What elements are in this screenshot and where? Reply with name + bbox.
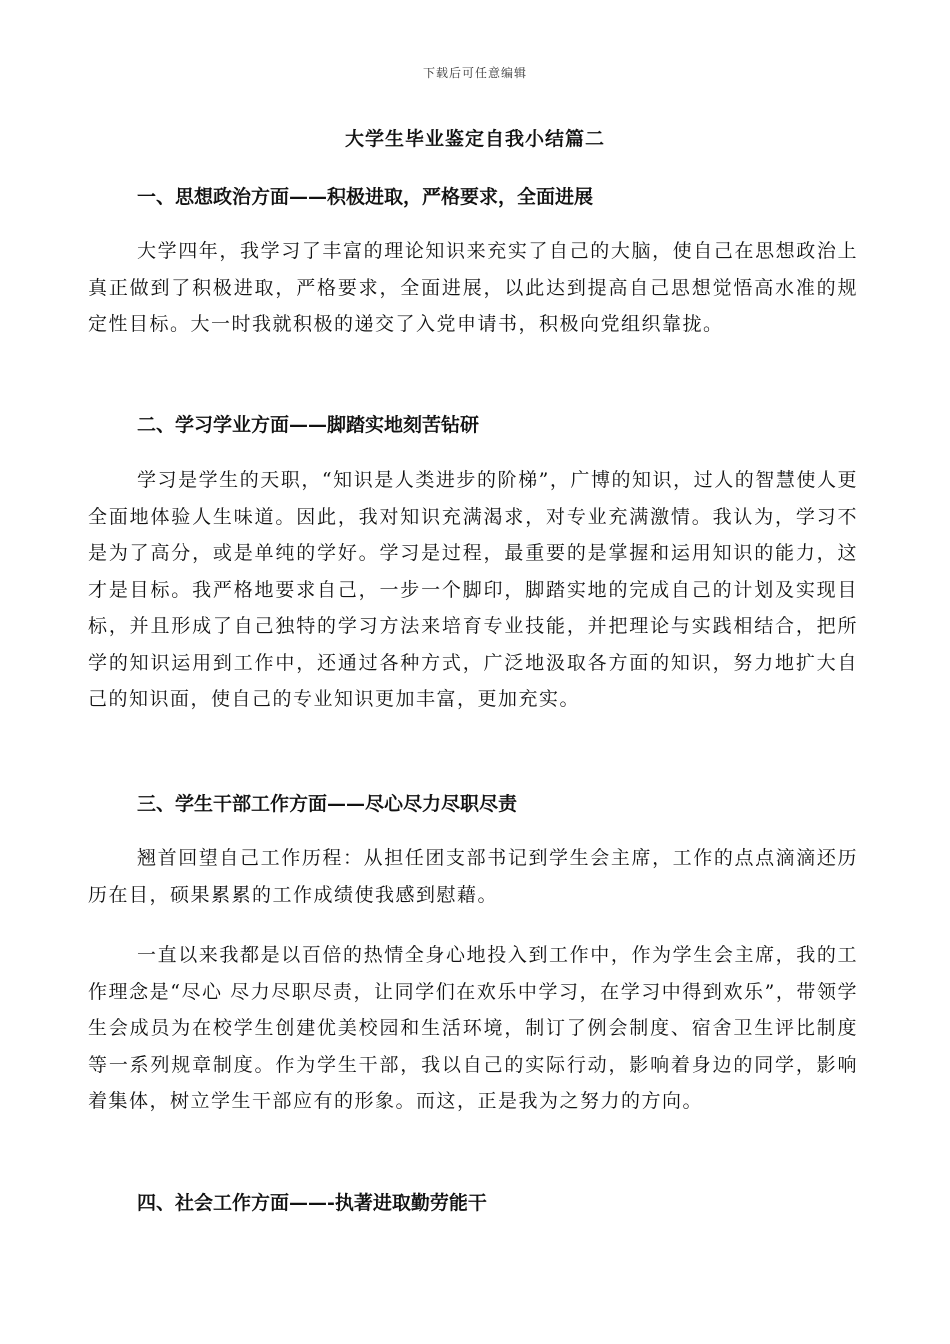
paragraph-cadre-review: 翘首回望自己工作历程：从担任团支部书记到学生会主席，工作的点点滴滴还历历在目，硕果累累的工作成绩使我感到慰藉。 — [88, 847, 858, 906]
header-note: 下载后可任意编辑 — [422, 66, 527, 80]
document-title: 大学生毕业鉴定自我小结篇二 — [344, 128, 605, 150]
section-heading-social-work: 四、社会工作方面——-执著进取勤劳能干 — [137, 1192, 487, 1214]
section-heading-study: 二、学习学业方面——脚踏实地刻苦钻研 — [137, 414, 480, 436]
section-heading-student-cadre: 三、学生干部工作方面——尽心尽力尽职尽责 — [137, 793, 518, 815]
paragraph-study: 学习是学生的天职，“知识是人类进步的阶梯”，广博的知识，过人的智慧使人更全面地体验人生味道。因此，我对知识充满渴求，对专业充满激情。我认为，学习不是为了高分，或是单纯的学好。学习是过程，最重要的是掌握和运用知识的能力，这才是目标。我严格地要求自己，一步一个脚印，脚踏实地的完成自己的计划及实现目标，并且形成了自己独特的学习方法来培育专业技能，并把理论与实践相结合，把所学的知识运用到工作中，还通过各种方式，广泛地汲取各方面的知识，努力地扩大自己的知识面，使自己的专业知识更加丰富，更加充实。 — [88, 469, 858, 710]
paragraph-cadre-work: 一直以来我都是以百倍的热情全身心地投入到工作中，作为学生会主席，我的工作理念是“尽心 尽力尽职尽责，让同学们在欢乐中学习，在学习中得到欢乐”，带领学生会成员为在校学生创建优美校园和生活环境，制订了例会制度、宿舍卫生评比制度等一系列规章制度。作为学生干部，我以自己的实际行动，影响着身边的同学，影响着集体，树立学生干部应有的形象。而这，正是我为之努力的方向。 — [88, 944, 858, 1112]
paragraph-politics: 大学四年，我学习了丰富的理论知识来充实了自己的大脑，使自己在思想政治上真正做到了积极进取，严格要求，全面进展，以此达到提高自己思想觉悟高水准的规定性目标。大一时我就积极的递交了入党申请书，积极向党组织靠拢。 — [88, 240, 858, 335]
section-heading-politics: 一、思想政治方面——积极进取，严格要求，全面进展 — [137, 186, 594, 208]
